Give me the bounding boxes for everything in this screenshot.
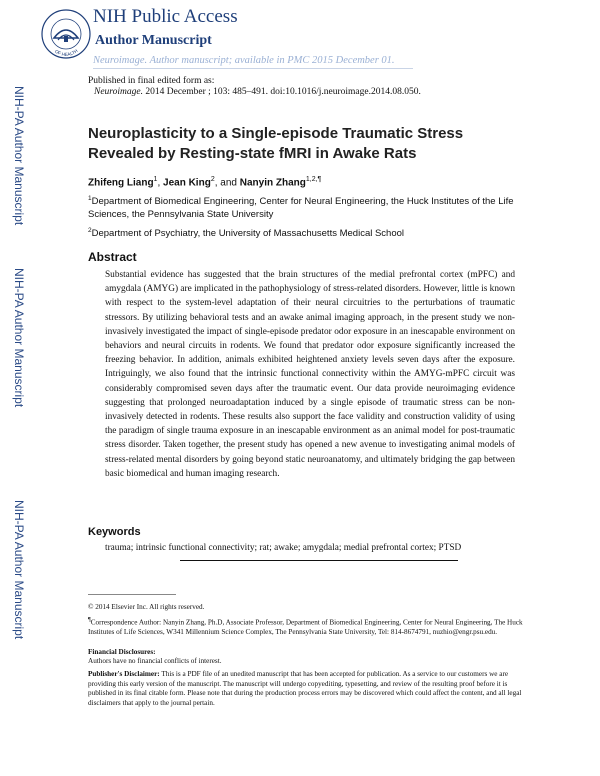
keywords-heading: Keywords	[88, 526, 141, 538]
logo-text-bottom: OF HEALTH	[53, 48, 79, 58]
abstract-text: Substantial evidence has suggested that the brain structures of the medial prefrontal cortex (mPFC) and amygdala (AMYG) are implicated in the pathophysiology of stress-related disorders. However, little is known with respect to the system-level adaptation of their neural circuitries to the perturbations of traumatic stressors. By utilizing behavioral tests and an awake animal imaging approach, in the present study we non-invasively investigated the impact of single-episode predator odor exposure in an inescapable environment on behaviors and neural circuits in rodents. We found that predator odor exposure significantly increased the freezing behavior. In addition, animals exhibited heightened anxiety levels seven days after the exposure. Intriguingly, we also found that the intrinsic functional connectivity within the AMYG-mPFC circuit was considerably compromised seven days after the traumatic event. Our data provide neuroimaging evidence suggesting that prolonged neuroadaptation induced by a single episode of traumatic stress can be non-invasively detected in rodents. These results also support the face validity and construction validity of using the paradigm of single trauma exposure in an inescapable environment as an animal model for post-traumatic stress disorder. Taken together, the present study has opened a new avenue to investigating animal models of stress-related mental disorders by going beyond static neuroanatomy, and ultimately bridging the gap between basic biomedical and human imaging research.	[105, 270, 515, 479]
keywords-rule	[180, 560, 458, 561]
sidebar-label: NIH-PA Author Manuscript	[12, 268, 26, 408]
availability-line	[93, 55, 395, 66]
footnote-rule	[88, 594, 176, 595]
article-title: Neuroplasticity to a Single-episode Traumatic Stress Revealed by Resting-state fMRI in Awake Rats	[88, 125, 464, 162]
author-name: Zhifeng Liang	[88, 177, 154, 189]
publisher-disclaimer-label: Publisher's Disclaimer:	[88, 670, 160, 678]
abstract-heading: Abstract	[88, 250, 137, 264]
financial-disclosures-heading: Financial Disclosures:	[88, 648, 156, 656]
published-label: Published in final edited form as:	[88, 76, 215, 86]
author-separator: , and	[214, 177, 240, 189]
citation	[94, 87, 421, 97]
citation-details: 2014 December ; 103: 485–491. doi:10.1016/j.neuroimage.2014.08.050.	[143, 87, 421, 97]
affiliation	[88, 192, 528, 221]
author-name: Jean King	[163, 177, 211, 189]
logo-text-top	[40, 8, 91, 9]
sidebar-label: NIH-PA Author Manuscript	[12, 500, 26, 640]
availability-text: Author manuscript; available in PMC 2015 December 01.	[147, 55, 395, 66]
author-name: Nanyin Zhang	[239, 177, 306, 189]
nih-logo	[40, 8, 92, 60]
affiliation	[88, 224, 528, 240]
affiliation-mark: 1	[88, 195, 92, 202]
citation-journal: Neuroimage.	[94, 87, 143, 97]
author-affiliation-mark: 2	[210, 176, 215, 183]
affiliation-text: Department of Biomedical Engineering, Center for Neural Engineering, the Huck Institutes of the Life Sciences, the Pennsylvania State University	[88, 196, 514, 221]
availability-journal: Neuroimage.	[93, 55, 148, 66]
copyright-notice: © 2014 Elsevier Inc. All rights reserved.	[88, 603, 205, 611]
author-affiliation-mark: 1	[153, 176, 158, 183]
correspondence-text: Correspondence Author: Nanyin Zhang, Ph.D, Associate Professor, Department of Biomedical Engineering, Center for Neural Engineering, The Huck Institutes of Life Sciences, W341 Millennium Science Complex, The Pennsylvania State University, Tel: 814-8674791, nuzhio@engr.psu.edu.	[88, 618, 523, 636]
nih-public-access-title: NIH Public Access	[93, 6, 238, 27]
publisher-disclaimer	[88, 670, 528, 708]
keywords-text: trauma; intrinsic functional connectivity; rat; awake; amygdala; medial prefrontal cortex; PTSD	[105, 543, 462, 553]
correspondence-note	[88, 616, 528, 638]
header-rule	[93, 68, 413, 69]
financial-disclosures-text: Authors have no financial conflicts of interest.	[88, 657, 222, 665]
author-list	[88, 176, 321, 188]
author-manuscript-label: Author Manuscript	[95, 33, 212, 48]
affiliation-mark: 2	[88, 227, 92, 234]
sidebar-label: NIH-PA Author Manuscript	[12, 86, 26, 226]
author-separator: ,	[157, 177, 164, 189]
affiliation-text: Department of Psychiatry, the University of Massachusetts Medical School	[91, 228, 405, 240]
author-affiliation-mark: 1,2,¶	[305, 176, 322, 183]
correspondence-mark: ¶	[88, 617, 91, 623]
publisher-disclaimer-text: This is a PDF file of an unedited manuscript that has been accepted for publication. As a service to our customers we are providing this early version of the manuscript. The manuscript will undergo copyediting, typesetting, and review of the resulting proof before it is published in its final citable form. Please note that during the production process errors may be discovered which could affect the content, and all legal disclaimers that apply to the journal pertain.	[88, 670, 522, 707]
